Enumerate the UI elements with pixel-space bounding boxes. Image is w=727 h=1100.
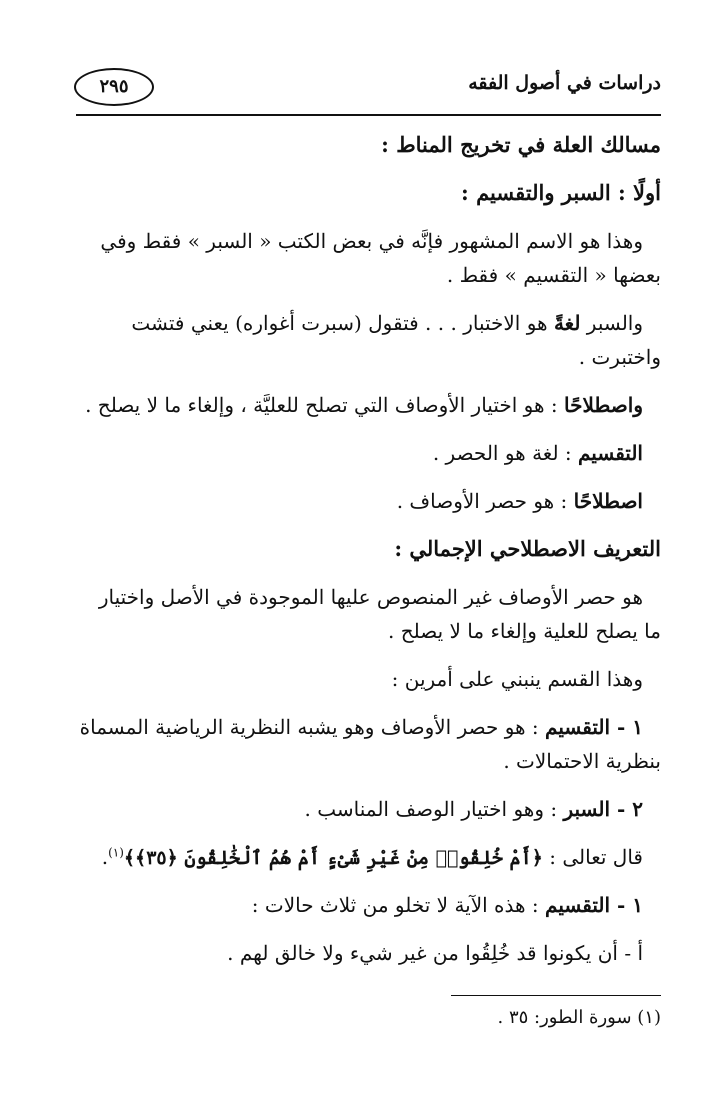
text-run: قال تعالى :: [542, 845, 643, 869]
text-run: : هو حصر الأوصاف وهو يشبه النظرية الرياضية المسماة: [79, 715, 546, 739]
text-run: : لغة هو الحصر .: [432, 441, 578, 465]
header-divider: [76, 114, 661, 116]
paragraph-line: بنظرية الاحتمالات .: [503, 749, 661, 773]
footnote-marker[interactable]: (١): [108, 845, 124, 860]
book-title: دراسات في أصول الفقه: [468, 72, 661, 94]
section-heading: مسالك العلة في تخريج المناط :: [381, 132, 661, 157]
quran-verse: ﴿أَمْ خُلِقُوا۟ مِنْ غَيْرِ شَىْءٍ أَمْ هُمُ ٱلْخَٰلِقُونَ ﴿٣٥﴾﴾: [123, 847, 543, 869]
paragraph-line: [74, 306, 661, 340]
paragraph-line: وهذا هو الاسم المشهور فإنَّه في بعض الكتب « السبر » فقط وفي: [100, 229, 643, 253]
paragraph-line: [74, 436, 661, 470]
paragraph-line: بعضها « التقسيم » فقط .: [446, 263, 661, 287]
paragraph-line: هو حصر الأوصاف غير المنصوص عليها الموجودة في الأصل واختيار: [98, 585, 643, 609]
page-number-badge: ٢٩٥: [74, 68, 154, 106]
page-body: [74, 128, 661, 970]
paragraph-line: [74, 792, 661, 826]
text-run: : وهو اختيار الوصف المناسب .: [304, 797, 564, 821]
term-bold: واصطلاحًا: [564, 393, 643, 417]
paragraph-line: [74, 388, 661, 422]
term-bold: اصطلاحًا: [573, 489, 643, 513]
text-run: : هو اختيار الأوصاف التي تصلح للعليَّة ، وإلغاء ما لا يصلح .: [85, 393, 564, 417]
text-run: والسبر: [580, 311, 643, 335]
definition-heading: التعريف الاصطلاحي الإجمالي :: [394, 536, 661, 561]
paragraph-line: ما يصلح للعلية وإلغاء ما لا يصلح .: [388, 619, 661, 643]
paragraph-line: وهذا القسم ينبني على أمرين :: [391, 667, 643, 691]
text-run: : هو حصر الأوصاف .: [396, 489, 574, 513]
paragraph-line: واختبرت .: [578, 345, 661, 369]
paragraph-line: [74, 710, 661, 744]
running-header: [74, 68, 661, 114]
paragraph-line: [74, 484, 661, 518]
text-run: هو الاختبار . . . فتقول (سبرت أغواره) يعني فتشت: [131, 311, 554, 335]
term-bold: ١ - التقسيم: [545, 893, 643, 917]
term-bold: ١ - التقسيم: [545, 715, 643, 739]
subsection-heading: أولًا : السبر والتقسيم :: [461, 180, 661, 205]
footnote: (١) سورة الطور: ٣٥ .: [497, 1007, 661, 1028]
paragraph-line: [74, 888, 661, 922]
footnote-divider: [451, 995, 661, 996]
quran-verse-line: [74, 840, 661, 874]
term-bold: التقسيم: [578, 441, 643, 465]
text-run: .: [101, 845, 109, 869]
term-bold: لغةً: [553, 311, 581, 335]
text-run: : هذه الآية لا تخلو من ثلاث حالات :: [251, 893, 546, 917]
term-bold: ٢ - السبر: [563, 797, 643, 821]
paragraph-line: أ - أن يكونوا قد خُلِقُوا من غير شيء ولا خالق لهم .: [227, 941, 643, 965]
